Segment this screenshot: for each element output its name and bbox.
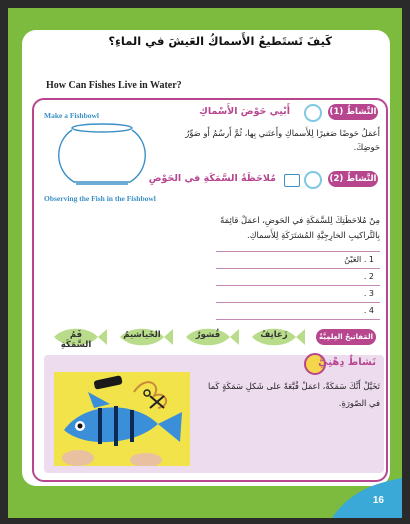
activity-2-instructions-line-1: مِنْ مُلاحَظَتِكَ لِلسَّمَكَةِ في الحَوضِ، اعمَلْ قائِمَةً <box>220 215 380 225</box>
brain-activity-title: نَشاطٌ دِهْنِيٌّ <box>318 357 376 368</box>
observation-list <box>216 251 380 320</box>
observe-icon <box>284 174 300 187</box>
keyword-fish <box>116 326 174 348</box>
page-background <box>8 8 402 518</box>
activity-1-pill: النَّشاطُ (1) <box>328 104 378 120</box>
brain-activity-text-line-1: تَخَيَّلْ أَنَّكَ سَمَكَةٌ، اعمَلْ قُبَّعَةً على شَكلِ سَمَكَةٍ كَما <box>208 381 380 391</box>
lesson-title-english: How Can Fishes Live in Water? <box>46 80 182 91</box>
keyword-fish <box>182 326 240 348</box>
page-number-tab <box>332 478 402 518</box>
list-item[interactable]: 3 . <box>216 286 380 303</box>
magnifier-icon <box>304 171 322 189</box>
list-item[interactable]: 2 . <box>216 269 380 286</box>
activity-1-english-label: Make a Fishbowl <box>44 111 100 120</box>
list-item[interactable]: 1 . العَيْنُ <box>216 251 380 269</box>
keyword-fish <box>50 326 108 348</box>
brain-activity-text-line-2: في الصّورَةِ. <box>338 398 380 408</box>
fishbowl-drawing <box>52 122 152 188</box>
activity-2-instructions-line-2: بِالتَّراكيبِ الخارِجِيَّةِ المُشتَرَكَةِ لِلأَسماكِ. <box>246 230 380 240</box>
activity-2-title: مُلاحَظَةُ السَّمَكَةِ في الحَوْضِ <box>148 173 276 184</box>
magnifier-icon <box>304 104 322 122</box>
activity-2-pill: النَّشاطُ (2) <box>328 171 378 187</box>
keyword-fish-mouth: فَمُ السَّمَكَةِ <box>60 330 92 350</box>
keywords-row <box>48 326 384 348</box>
keyword-gills: الخَياشيمُ <box>123 330 161 340</box>
page-number: 16 <box>372 495 384 506</box>
scientific-keywords-pill: المَفاتيحُ العِلمِيَّةُ <box>316 329 376 345</box>
list-item[interactable]: 4 . <box>216 303 380 320</box>
keyword-fish <box>248 326 306 348</box>
activity-1-instructions: أَعمَلُ حَوضًا صَغيرًا لِلأَسماكِ وأَعتَني بِها، ثُمَّ أَرسُمُ أَو صَوِّرُ حَوضِكَ. <box>185 128 380 152</box>
keyword-fins: زَعانِفُ <box>260 330 288 340</box>
activity-2-english-label: Observing the Fish in the Fishbowl <box>44 194 156 203</box>
fish-hat-photo <box>54 372 190 466</box>
activity-1-title: أَبْنِي حَوْضَ الأَسْماكِ <box>199 106 290 117</box>
keyword-scales: قُشورٌ <box>195 330 221 340</box>
lesson-title-arabic: كَيفَ تَستَطيعُ الأَسماكُ العَيشَ في الماءِ؟ <box>108 34 332 48</box>
